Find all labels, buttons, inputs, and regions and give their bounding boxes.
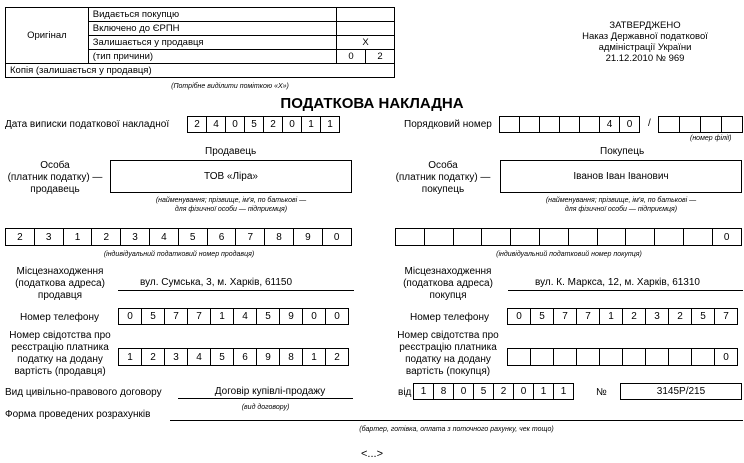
buyer-name-field[interactable]: Іванов Іван Іванович xyxy=(500,160,742,193)
digit-cell[interactable]: 3 xyxy=(34,228,64,246)
digit-cell[interactable] xyxy=(668,348,692,366)
serial-label: Порядковий номер xyxy=(404,119,492,130)
digit-cell[interactable]: 2 xyxy=(5,228,35,246)
digit-cell[interactable]: 7 xyxy=(187,308,211,325)
digit-cell[interactable] xyxy=(691,348,715,366)
digit-cell[interactable]: 7 xyxy=(714,308,738,325)
buyer-address-label: Місцезнаходження (податкова адреса) покупця xyxy=(403,266,493,301)
digit-cell[interactable]: 1 xyxy=(533,383,554,400)
digit-cell[interactable] xyxy=(622,348,646,366)
digit-cell[interactable]: 4 xyxy=(149,228,179,246)
digit-cell[interactable]: 8 xyxy=(433,383,454,400)
digit-cell[interactable]: 5 xyxy=(691,308,715,325)
buyer-cert-cells xyxy=(507,348,738,366)
contract-number-label: № xyxy=(596,387,607,398)
issue-date-label: Дата виписки податкової накладної xyxy=(5,119,170,130)
digit-cell[interactable]: 1 xyxy=(118,348,142,366)
digit-cell[interactable]: 3 xyxy=(164,348,188,366)
digit-cell[interactable]: 3 xyxy=(120,228,150,246)
approval-block xyxy=(570,20,720,64)
buyer-phone-cells xyxy=(507,308,738,325)
issued-to-buyer-mark[interactable] xyxy=(337,8,395,22)
digit-cell[interactable]: 9 xyxy=(293,228,323,246)
digit-cell[interactable] xyxy=(481,228,511,246)
digit-cell[interactable]: 0 xyxy=(619,116,640,133)
issue-date-cells xyxy=(187,116,340,133)
approval-line: Наказ Державної податкової xyxy=(582,31,708,42)
digit-cell[interactable]: 1 xyxy=(210,308,234,325)
digit-cell[interactable]: 1 xyxy=(301,116,321,133)
digit-cell[interactable]: 9 xyxy=(279,308,303,325)
copy-label: Копія (залишається у продавця) xyxy=(6,64,395,78)
seller-name-field[interactable]: ТОВ «Ліра» xyxy=(110,160,352,193)
digit-cell[interactable]: 8 xyxy=(264,228,294,246)
buyer-address-line xyxy=(508,290,743,291)
digit-cell[interactable]: 1 xyxy=(553,383,574,400)
digit-cell[interactable]: 8 xyxy=(279,348,303,366)
digit-cell[interactable] xyxy=(395,228,425,246)
digit-cell[interactable] xyxy=(559,116,580,133)
seller-ipn-note: (індивідуальний податковий номер продавця) xyxy=(103,251,255,258)
buyer-person-label: Особа (платник податку) — покупець xyxy=(395,160,491,195)
digit-cell[interactable]: 0 xyxy=(453,383,474,400)
digit-cell[interactable]: 0 xyxy=(302,308,326,325)
digit-cell[interactable]: 2 xyxy=(187,116,207,133)
digit-cell[interactable] xyxy=(530,348,554,366)
payment-form-line[interactable] xyxy=(170,420,743,421)
digit-cell[interactable] xyxy=(519,116,540,133)
branch-digit-cell[interactable] xyxy=(658,116,680,133)
digit-cell[interactable]: 5 xyxy=(210,348,234,366)
digit-cell[interactable] xyxy=(576,348,600,366)
seller-phone-label: Номер телефону xyxy=(20,312,99,323)
digit-cell[interactable]: 0 xyxy=(225,116,245,133)
digit-cell[interactable]: 1 xyxy=(320,116,340,133)
reason-digit[interactable]: 0 xyxy=(337,50,366,63)
buyer-cert-label: Номер свідотства про реєстрацію платника податку на додану вартість (покупця) xyxy=(397,330,499,377)
digit-cell[interactable]: 4 xyxy=(599,116,620,133)
reason-type-cell xyxy=(337,50,395,64)
original-label: Оригінал xyxy=(6,8,89,64)
digit-cell[interactable]: 0 xyxy=(322,228,352,246)
digit-cell[interactable]: 7 xyxy=(164,308,188,325)
buyer-ipn-cells xyxy=(395,228,742,246)
mark-note: (Потрібне виділити поміткою «Х») xyxy=(171,83,289,90)
digit-cell[interactable]: 1 xyxy=(302,348,326,366)
buyer-address-value[interactable]: вул. К. Маркса, 12, м. Харків, 61310 xyxy=(535,277,700,288)
digit-cell[interactable]: 2 xyxy=(668,308,692,325)
digit-cell[interactable]: 5 xyxy=(141,308,165,325)
approval-line: 21.12.2010 № 969 xyxy=(605,53,685,64)
digit-cell[interactable]: 0 xyxy=(712,228,742,246)
reason-digit[interactable]: 2 xyxy=(377,51,383,62)
digit-cell[interactable] xyxy=(654,228,684,246)
digit-cell[interactable]: 0 xyxy=(118,308,142,325)
contract-date-cells xyxy=(413,383,574,400)
digit-cell[interactable] xyxy=(424,228,454,246)
digit-cell[interactable] xyxy=(507,348,531,366)
issued-to-buyer-row: Видається покупцю xyxy=(88,8,336,22)
buyer-name-note: (найменування; прізвище, ім'я, по батькові — для фізичної особи — підприємця) xyxy=(545,197,697,213)
digit-cell[interactable]: 7 xyxy=(235,228,265,246)
digit-cell[interactable]: 5 xyxy=(530,308,554,325)
seller-ipn-cells xyxy=(5,228,352,246)
seller-name-note: (найменування; прізвище, ім'я, по батькові — для фізичної особи — підприємця) xyxy=(155,197,307,213)
digit-cell[interactable]: 2 xyxy=(91,228,121,246)
digit-cell[interactable] xyxy=(553,348,577,366)
buyer-ipn-note: (індивідуальний податковий номер покупця) xyxy=(496,251,642,258)
contract-from-label: від xyxy=(398,387,412,398)
seller-person-label: Особа (платник податку) — продавець xyxy=(7,160,103,195)
document-title: ПОДАТКОВА НАКЛАДНА xyxy=(280,95,464,112)
digit-cell[interactable]: 6 xyxy=(233,348,257,366)
serial-slash: / xyxy=(648,118,651,129)
digit-cell[interactable] xyxy=(625,228,655,246)
digit-cell[interactable]: 7 xyxy=(553,308,577,325)
payment-form-note: (бартер, готівка, оплата з поточного рахунку, чек тощо) xyxy=(359,426,554,433)
digit-cell[interactable]: 5 xyxy=(178,228,208,246)
branch-digit-cell[interactable] xyxy=(721,116,743,133)
kept-by-seller-mark[interactable]: Х xyxy=(337,36,395,50)
branch-digit-cell[interactable] xyxy=(679,116,701,133)
digit-cell[interactable]: 2 xyxy=(493,383,514,400)
seller-address-line xyxy=(118,290,354,291)
payment-form-label: Форма проведених розрахунків xyxy=(5,409,151,420)
digit-cell[interactable]: 9 xyxy=(256,348,280,366)
digit-cell[interactable]: 4 xyxy=(187,348,211,366)
digit-cell[interactable]: 1 xyxy=(599,308,623,325)
contract-type-line xyxy=(178,398,353,399)
digit-cell[interactable]: 1 xyxy=(63,228,93,246)
buyer-header: Покупець xyxy=(600,146,645,157)
digit-cell[interactable] xyxy=(579,116,600,133)
digit-cell[interactable] xyxy=(510,228,540,246)
digit-cell[interactable]: 6 xyxy=(207,228,237,246)
digit-cell[interactable] xyxy=(499,116,520,133)
digit-cell[interactable]: 2 xyxy=(263,116,283,133)
buyer-phone-label: Номер телефону xyxy=(410,312,489,323)
digit-cell[interactable] xyxy=(539,116,560,133)
digit-cell[interactable] xyxy=(453,228,483,246)
digit-cell[interactable] xyxy=(568,228,598,246)
digit-cell[interactable]: 0 xyxy=(282,116,302,133)
digit-cell[interactable]: 4 xyxy=(206,116,226,133)
seller-cert-label: Номер свідотства про реєстрацію платника податку на додану вартість (продавця) xyxy=(9,330,111,377)
digit-cell[interactable] xyxy=(645,348,669,366)
digit-cell[interactable]: 5 xyxy=(244,116,264,133)
digit-cell[interactable]: 2 xyxy=(325,348,349,366)
digit-cell[interactable]: 0 xyxy=(714,348,738,366)
seller-phone-cells xyxy=(118,308,349,325)
branch-note: (номер філії) xyxy=(690,135,732,142)
digit-cell[interactable]: 0 xyxy=(325,308,349,325)
kept-by-seller-row: Залишається у продавця xyxy=(88,36,336,50)
seller-cert-cells xyxy=(118,348,349,366)
approval-line: ЗАТВЕРДЖЕНО xyxy=(609,20,681,31)
seller-header: Продавець xyxy=(205,146,257,157)
digit-cell[interactable] xyxy=(539,228,569,246)
seller-address-label: Місцезнаходження (податкова адреса) продавця xyxy=(15,266,105,301)
seller-address-value[interactable]: вул. Сумська, 3, м. Харків, 61150 xyxy=(140,277,293,288)
approval-line: адміністрації України xyxy=(598,42,692,53)
digit-cell[interactable]: 5 xyxy=(473,383,494,400)
digit-cell[interactable]: 5 xyxy=(256,308,280,325)
digit-cell[interactable]: 7 xyxy=(576,308,600,325)
digit-cell[interactable]: 3 xyxy=(645,308,669,325)
reason-type-row: (тип причини) xyxy=(88,50,336,64)
digit-cell[interactable] xyxy=(683,228,713,246)
digit-cell[interactable]: 2 xyxy=(622,308,646,325)
contract-type-note: (вид договору) xyxy=(241,404,290,411)
branch-digit-cell[interactable] xyxy=(700,116,722,133)
contract-type-label: Вид цивільно-правового договору xyxy=(5,387,162,398)
continuation-marker: <...> xyxy=(360,448,384,460)
contract-number-field[interactable]: 3145Р/215 xyxy=(620,383,742,400)
document-type-table xyxy=(5,7,395,78)
digit-cell[interactable]: 4 xyxy=(233,308,257,325)
digit-cell[interactable] xyxy=(597,228,627,246)
digit-cell[interactable]: 2 xyxy=(141,348,165,366)
branch-number-cells xyxy=(658,116,743,133)
included-erpn-row: Включено до ЄРПН xyxy=(88,22,336,36)
digit-cell[interactable]: 0 xyxy=(513,383,534,400)
included-erpn-mark[interactable] xyxy=(337,22,395,36)
serial-number-cells xyxy=(499,116,640,133)
contract-type-value[interactable]: Договір купівлі-продажу xyxy=(214,386,326,397)
digit-cell[interactable]: 0 xyxy=(507,308,531,325)
digit-cell[interactable] xyxy=(599,348,623,366)
digit-cell[interactable]: 1 xyxy=(413,383,434,400)
